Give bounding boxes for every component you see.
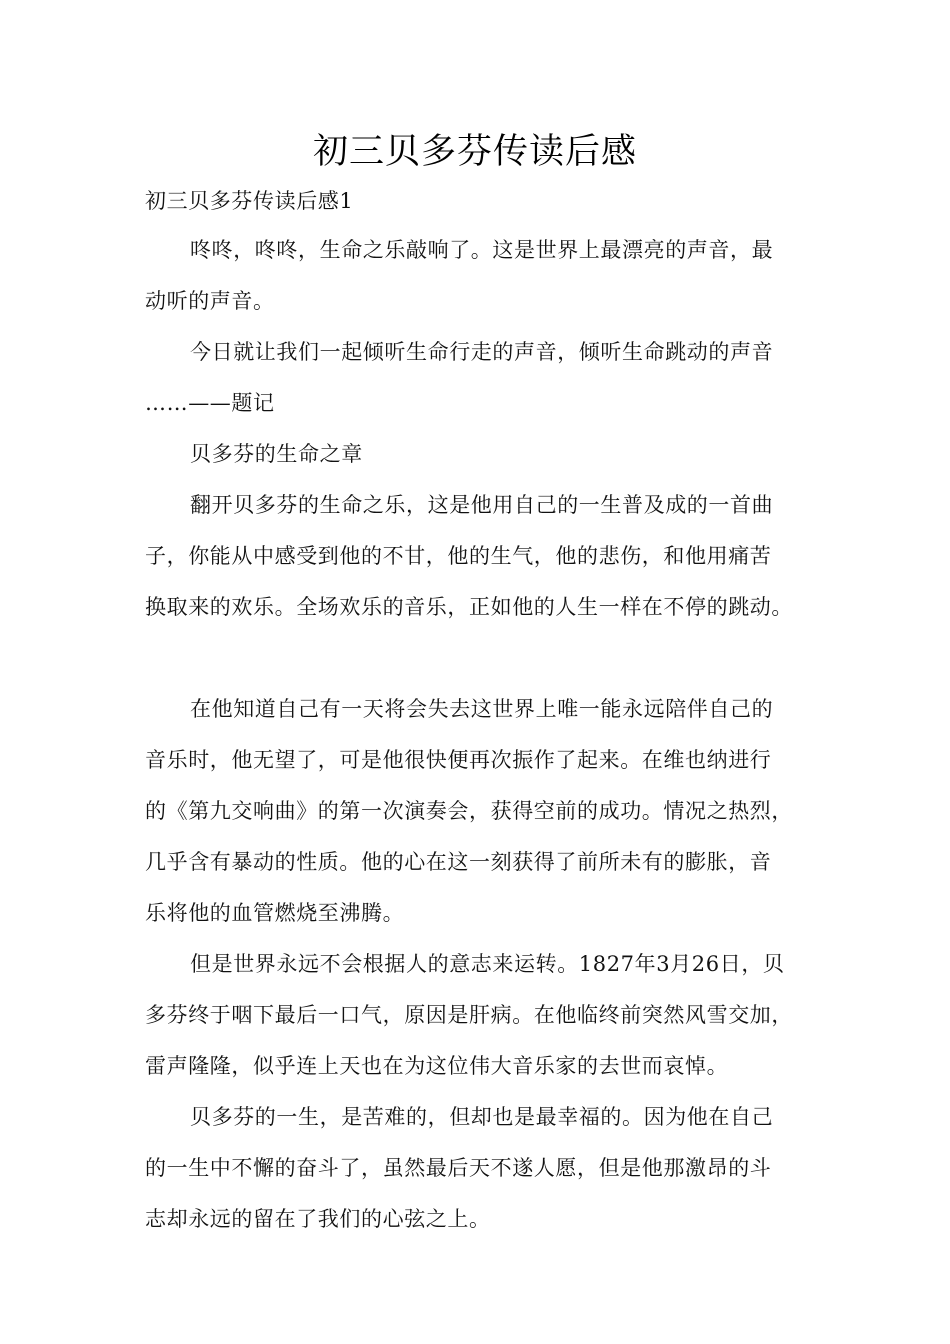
paragraph-line: ……——题记: [145, 391, 275, 415]
page-title: 初三贝多芬传读后感: [312, 132, 637, 172]
paragraph-line: 音乐时，他无望了，可是他很快便再次振作了起来。在维也纳进行: [145, 748, 772, 772]
paragraph-line: 多芬终于咽下最后一口气，原因是肝病。在他临终前突然风雪交加，: [145, 1003, 793, 1027]
paragraph-line: 雷声隆隆，似乎连上天也在为这位伟大音乐家的去世而哀悼。: [145, 1054, 729, 1078]
paragraph-line: 贝多芬的生命之章: [190, 442, 363, 466]
paragraph-spacer: [145, 633, 827, 684]
paragraph-line: 子，你能从中感受到他的不甘，他的生气，他的悲伤，和他用痛苦: [145, 544, 772, 568]
paragraph-3: [145, 480, 827, 633]
paragraph-line: 动听的声音。: [145, 289, 275, 313]
paragraph-line: 咚咚，咚咚，生命之乐敲响了。这是世界上最漂亮的声音，最: [190, 238, 774, 262]
body-block-1: [145, 225, 827, 1245]
paragraph-line: 乐将他的血管燃烧至沸腾。: [145, 901, 405, 925]
paragraph-2: [145, 327, 827, 429]
paragraph-4: [145, 684, 827, 939]
paragraph-1: [145, 225, 827, 327]
paragraph-5: [145, 939, 827, 1092]
paragraph-line: 志却永远的留在了我们的心弦之上。: [145, 1207, 491, 1231]
paragraph-line: 但是世界永远不会根据人的意志来运转。1827年3月26日，贝: [190, 952, 785, 976]
paragraph-line: 几乎含有暴动的性质。他的心在这一刻获得了前所未有的膨胀，音: [145, 850, 772, 874]
paragraph-line: 的一生中不懈的奋斗了，虽然最后天不遂人愿，但是他那激昂的斗: [145, 1156, 772, 1180]
section-heading: [145, 429, 827, 480]
paragraph-line: 的《第九交响曲》的第一次演奏会，获得空前的成功。情况之热烈，: [145, 799, 793, 823]
document-subtitle: 初三贝多芬传读后感1: [145, 189, 354, 213]
paragraph-line: 换取来的欢乐。全场欢乐的音乐，正如他的人生一样在不停的跳动。: [145, 595, 793, 619]
paragraph-6: [145, 1092, 827, 1245]
paragraph-line: 贝多芬的一生，是苦难的，但却也是最幸福的。因为他在自己: [190, 1105, 774, 1129]
paragraph-line: 在他知道自己有一天将会失去这世界上唯一能永远陪伴自己的: [190, 697, 774, 721]
paragraph-line: 今日就让我们一起倾听生命行走的声音，倾听生命跳动的声音: [190, 340, 774, 364]
paragraph-line: 翻开贝多芬的生命之乐，这是他用自己的一生普及成的一首曲: [190, 493, 774, 517]
